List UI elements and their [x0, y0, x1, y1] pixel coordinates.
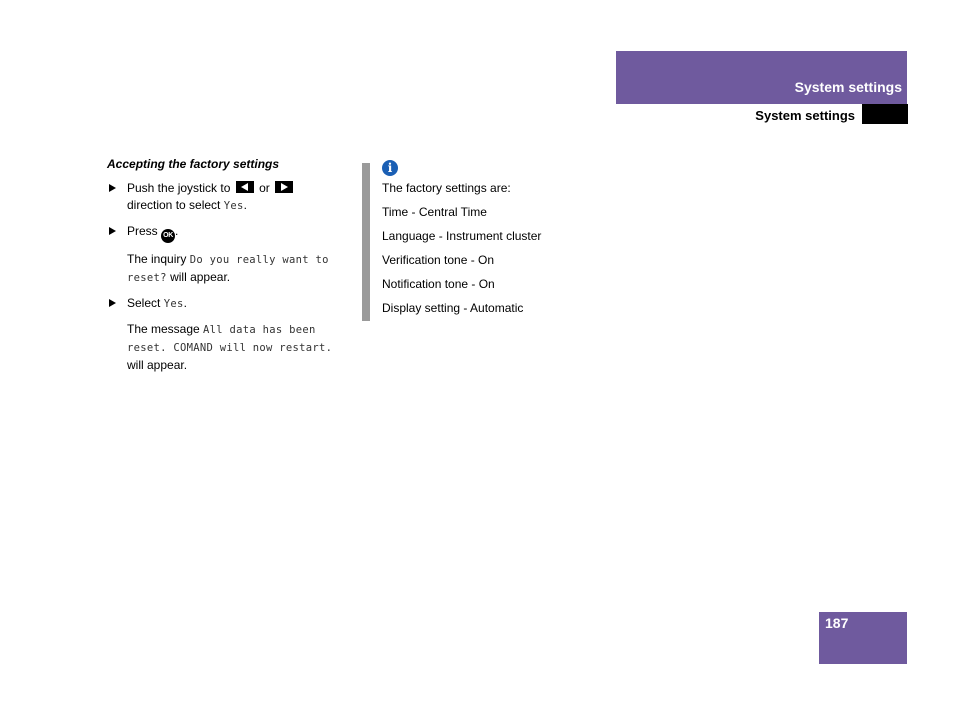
- step-select-yes: [107, 295, 352, 313]
- note-message: [107, 321, 352, 374]
- note2-code: All data has been reset. COMAND will now restart.: [127, 324, 333, 354]
- step2-text: Press: [127, 224, 158, 238]
- info-item: Time - Central Time: [382, 205, 487, 219]
- info-icon: i: [382, 160, 398, 176]
- procedure-column: [107, 156, 352, 382]
- note-inquiry: [107, 251, 352, 287]
- info-item: Notification tone - On: [382, 277, 495, 291]
- step-arrow-icon: [109, 184, 116, 192]
- step-arrow-icon: [109, 227, 116, 235]
- joystick-right-icon: [275, 181, 293, 193]
- procedure-heading: Accepting the factory settings: [107, 157, 280, 171]
- page-number: 187: [825, 615, 849, 631]
- info-item: Display setting - Automatic: [382, 301, 524, 315]
- info-sidebar-bar: [362, 163, 370, 321]
- note1-code: Do you really want to reset?: [127, 254, 329, 284]
- step3-end: .: [183, 296, 187, 310]
- note1-text-before: The inquiry: [127, 252, 187, 266]
- step-arrow-icon: [109, 299, 116, 307]
- info-intro: The factory settings are:: [382, 181, 511, 195]
- note1-text-after: will appear.: [170, 270, 231, 284]
- info-item: Language - Instrument cluster: [382, 229, 542, 243]
- step3-value: Yes: [163, 298, 184, 310]
- note2-text-after: will appear.: [127, 358, 188, 372]
- step1-text-before: Push the joystick to: [127, 181, 231, 195]
- joystick-left-icon: [236, 181, 254, 193]
- step1-value: Yes: [223, 200, 244, 212]
- step3-text: Select: [127, 296, 161, 310]
- step1-end: .: [243, 198, 247, 212]
- ok-button-icon: OK: [161, 229, 175, 243]
- step-press-ok: [107, 223, 352, 243]
- note2-text-before: The message: [127, 322, 200, 336]
- step-push-joystick: [107, 180, 352, 215]
- step1-text-after: direction to select: [127, 198, 221, 212]
- info-item: Verification tone - On: [382, 253, 495, 267]
- section-title: System settings: [755, 108, 855, 123]
- step1-or: or: [259, 181, 270, 195]
- step2-end: .: [175, 224, 179, 238]
- chapter-header-band: [616, 51, 907, 104]
- factory-settings-info: [382, 180, 602, 324]
- chapter-title: System settings: [794, 79, 902, 95]
- section-tab-marker: [862, 104, 908, 124]
